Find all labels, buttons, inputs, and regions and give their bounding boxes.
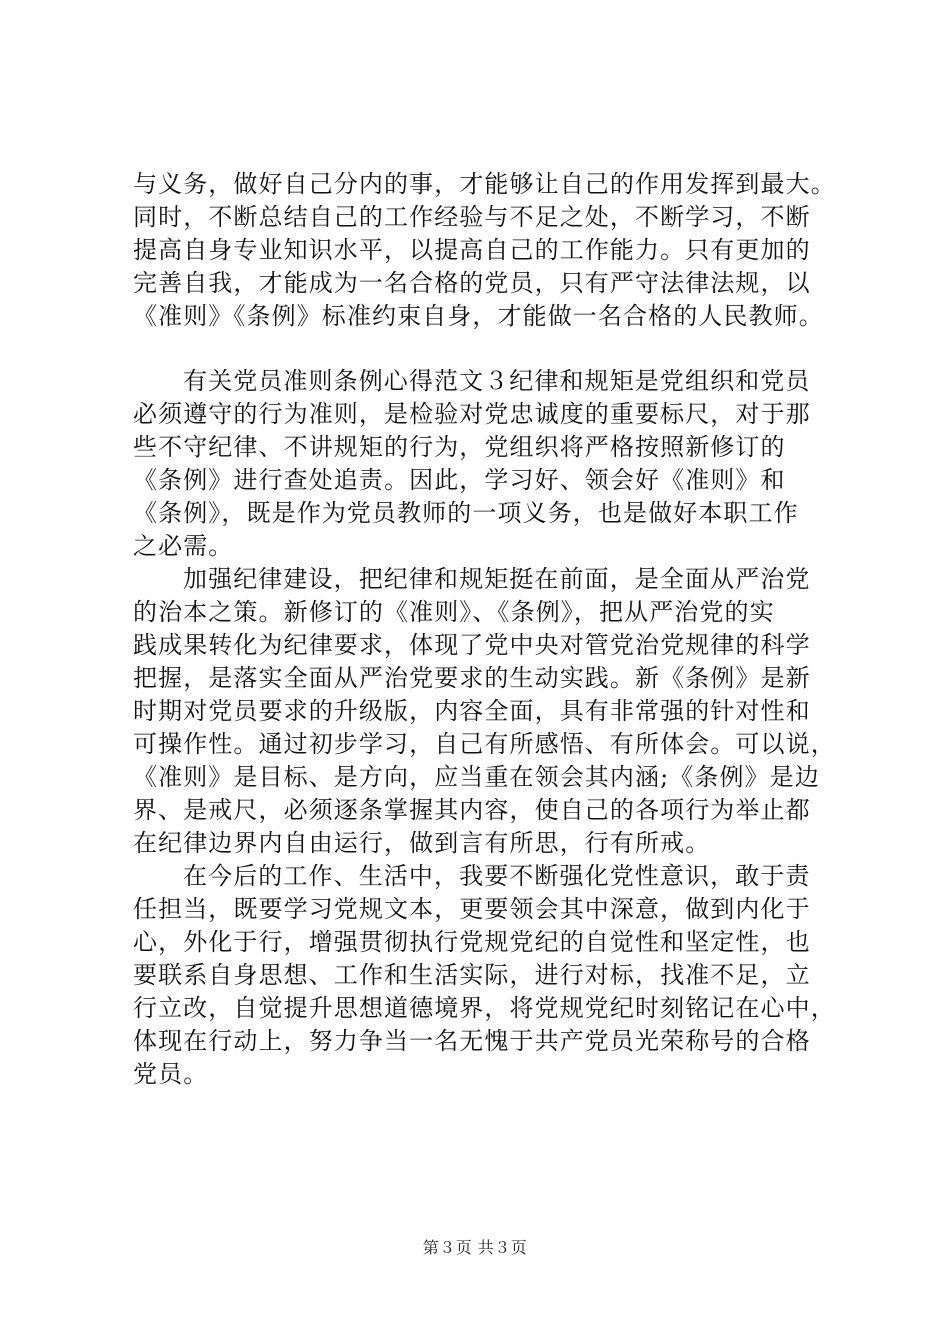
text-line: 把握，是落实全面从严治党要求的生动实践。新《条例》是新: [133, 664, 811, 692]
text-line: 可操作性。通过初步学习，自己有所感悟、有所体会。可以说，: [133, 730, 836, 758]
text-line: 必须遵守的行为准则，是检验对党忠诚度的重要标尺，对于那: [133, 400, 811, 428]
text-line: 些不守纪律、不讲规矩的行为，党组织将严格按照新修订的: [133, 433, 786, 461]
text-line: 《准则》《条例》标准约束自身，才能做一名合格的人民教师。: [133, 302, 824, 330]
text-line: 《准则》是目标、是方向，应当重在领会其内涵;《条例》是边: [133, 763, 820, 791]
page-number-footer: 第３页 共３页: [422, 1238, 528, 1257]
text-line: 任担当，既要学习党规文本，更要领会其中深意，做到内化于: [133, 895, 811, 923]
text-line: 之必需。: [133, 532, 234, 560]
text-line: 《条例》，既是作为党员教师的一项义务，也是做好本职工作: [133, 499, 799, 527]
document-body: [133, 168, 836, 1091]
text-line: 界、是戒尺，必须逐条掌握其内容，使自己的各项行为举止都: [133, 796, 811, 824]
text-line: 完善自我，才能成为一名合格的党员，只有严守法律法规，以: [133, 269, 811, 297]
text-line: 践成果转化为纪律要求，体现了党中央对管党治党规律的科学: [133, 631, 811, 659]
text-line: 体现在行动上，努力争当一名无愧于共产党员光荣称号的合格: [133, 1027, 811, 1055]
text-line: 在今后的工作、生活中，我要不断强化党性意识，敢于责: [183, 862, 811, 890]
text-line: 党员。: [133, 1060, 209, 1088]
text-line: 心，外化于行，增强贯彻执行党规党纪的自觉性和坚定性，也: [133, 928, 811, 956]
text-line: 要联系自身思想、工作和生活实际，进行对标，找准不足，立: [133, 961, 811, 989]
text-line: 有关党员准则条例心得范文３纪律和规矩是党组织和党员: [183, 367, 811, 395]
text-line: 与义务，做好自己分内的事，才能够让自己的作用发挥到最大。: [133, 170, 836, 198]
text-line: 《条例》进行查处追责。因此，学习好、领会好《准则》和: [133, 466, 786, 494]
text-line: 在纪律边界内自由运行，做到言有所思，行有所戒。: [133, 829, 711, 857]
paragraph-gap: [133, 333, 833, 365]
text-line: 时期对党员要求的升级版，内容全面，具有非常强的针对性和: [133, 697, 811, 725]
text-line: 加强纪律建设，把纪律和规矩挺在前面，是全面从严治党: [183, 565, 811, 593]
text-line: 提高自身专业知识水平，以提高自己的工作能力。只有更加的: [133, 236, 811, 264]
text-line: 的治本之策。新修订的《准则》、《条例》，把从严治党的实: [133, 598, 775, 626]
text-line: 行立改，自觉提升思想道德境界，将党规党纪时刻铭记在心中，: [133, 994, 836, 1022]
text-line: 同时，不断总结自己的工作经验与不足之处，不断学习，不断: [133, 203, 811, 231]
